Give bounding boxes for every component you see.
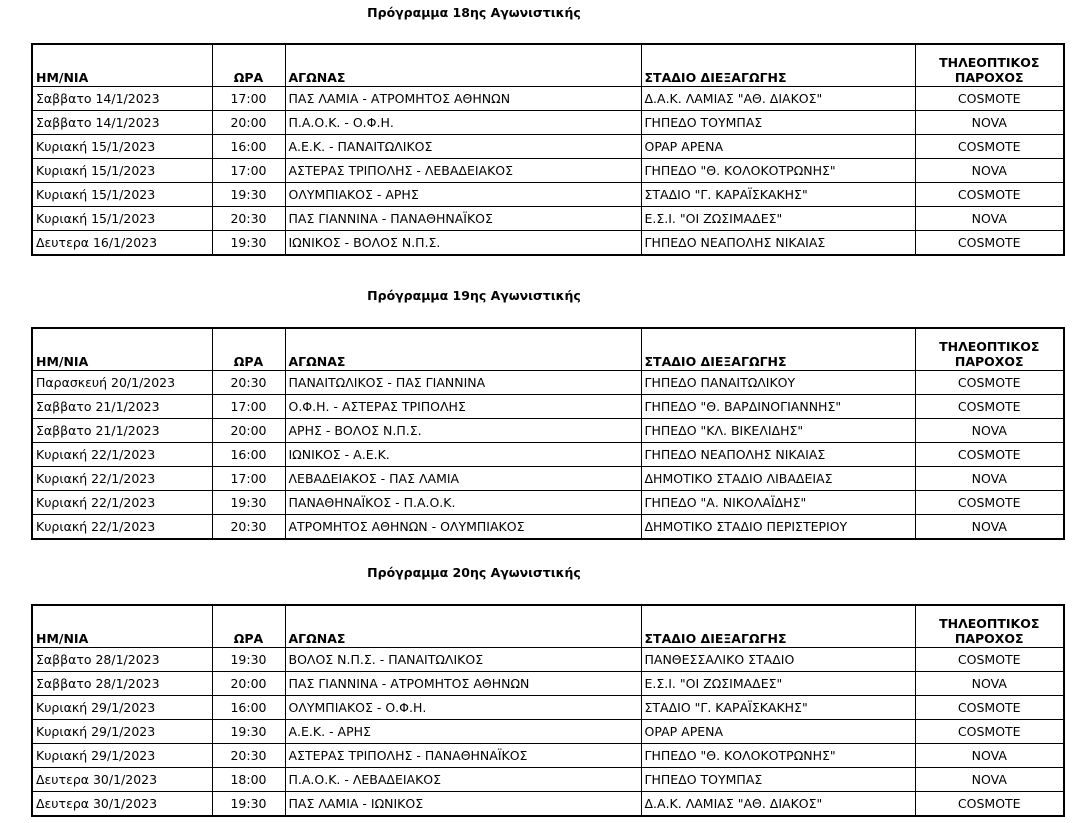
cell-date: Κυριακή 29/1/2023: [32, 744, 212, 768]
cell-date: Κυριακή 29/1/2023: [32, 696, 212, 720]
cell-match: ΑΡΗΣ - ΒΟΛΟΣ Ν.Π.Σ.: [285, 419, 641, 443]
round-title: Πρόγραμμα 18ης Αγωνιστικής: [367, 5, 581, 20]
table-row: [32, 207, 1064, 231]
cell-match: Π.Α.Ο.Κ. - ΛΕΒΑΔΕΙΑΚΟΣ: [285, 768, 641, 792]
header-match: ΑΓΩΝΑΣ: [285, 605, 641, 648]
table-row: [32, 672, 1064, 696]
header-tv: [915, 328, 1064, 371]
cell-tv: NOVA: [915, 467, 1064, 491]
cell-tv: COSMOTE: [915, 135, 1064, 159]
table-row: [32, 768, 1064, 792]
table-row: [32, 720, 1064, 744]
cell-date: Σαββατο 21/1/2023: [32, 395, 212, 419]
cell-date: Δευτερα 30/1/2023: [32, 768, 212, 792]
cell-stadium: ΓΗΠΕΔΟ "Α. ΝΙΚΟΛΑΪΔΗΣ": [641, 491, 915, 515]
cell-stadium: Δ.Α.Κ. ΛΑΜΙΑΣ "ΑΘ. ΔΙΑΚΟΣ": [641, 87, 915, 111]
cell-match: ΒΟΛΟΣ Ν.Π.Σ. - ΠΑΝΑΙΤΩΛΙΚΟΣ: [285, 648, 641, 672]
cell-match: ΠΑΝΑΙΤΩΛΙΚΟΣ - ΠΑΣ ΓΙΑΝΝΙΝΑ: [285, 371, 641, 395]
cell-match: Α.Ε.Κ. - ΠΑΝΑΙΤΩΛΙΚΟΣ: [285, 135, 641, 159]
cell-tv: COSMOTE: [915, 648, 1064, 672]
header-time: ΩΡΑ: [212, 44, 285, 87]
header-stadium: ΣΤΑΔΙΟ ΔΙΕΞΑΓΩΓΗΣ: [641, 44, 915, 87]
cell-tv: COSMOTE: [915, 87, 1064, 111]
table-row: [32, 87, 1064, 111]
cell-tv: NOVA: [915, 768, 1064, 792]
cell-time: 19:30: [212, 648, 285, 672]
cell-time: 19:30: [212, 183, 285, 207]
cell-tv: NOVA: [915, 207, 1064, 231]
cell-stadium: ΓΗΠΕΔΟ "Θ. ΒΑΡΔΙΝΟΓΙΑΝΝΗΣ": [641, 395, 915, 419]
cell-date: Δευτερα 30/1/2023: [32, 792, 212, 817]
cell-time: 16:00: [212, 696, 285, 720]
header-tv-line2: ΠΑΡΟΧΟΣ: [954, 631, 1024, 646]
cell-date: Κυριακή 15/1/2023: [32, 183, 212, 207]
cell-match: ΙΩΝΙΚΟΣ - Α.Ε.Κ.: [285, 443, 641, 467]
fixtures-table: [31, 43, 1065, 256]
cell-date: Σαββατο 14/1/2023: [32, 111, 212, 135]
header-tv-line2: ΠΑΡΟΧΟΣ: [954, 354, 1024, 369]
cell-stadium: OPAP ΑΡΕΝΑ: [641, 135, 915, 159]
cell-time: 20:30: [212, 515, 285, 540]
cell-match: ΠΑΣ ΓΙΑΝΝΙΝΑ - ΠΑΝΑΘΗΝΑΪΚΟΣ: [285, 207, 641, 231]
table-row: [32, 443, 1064, 467]
cell-time: 19:30: [212, 792, 285, 817]
header-row: [32, 605, 1064, 648]
header-row: [32, 44, 1064, 87]
table-row: [32, 111, 1064, 135]
table-row: [32, 467, 1064, 491]
cell-match: ΠΑΝΑΘΗΝΑΪΚΟΣ - Π.Α.Ο.Κ.: [285, 491, 641, 515]
cell-stadium: ΔΗΜΟΤΙΚΟ ΣΤΑΔΙΟ ΠΕΡΙΣΤΕΡΙΟΥ: [641, 515, 915, 540]
fixtures-body: [32, 648, 1064, 817]
cell-match: ΙΩΝΙΚΟΣ - ΒΟΛΟΣ Ν.Π.Σ.: [285, 231, 641, 256]
cell-tv: COSMOTE: [915, 371, 1064, 395]
table-row: [32, 395, 1064, 419]
cell-tv: COSMOTE: [915, 720, 1064, 744]
cell-stadium: ΓΗΠΕΔΟ ΤΟΥΜΠΑΣ: [641, 111, 915, 135]
cell-stadium: ΔΗΜΟΤΙΚΟ ΣΤΑΔΙΟ ΛΙΒΑΔΕΙΑΣ: [641, 467, 915, 491]
cell-match: Ο.Φ.Η. - ΑΣΤΕΡΑΣ ΤΡΙΠΟΛΗΣ: [285, 395, 641, 419]
cell-tv: COSMOTE: [915, 395, 1064, 419]
header-tv-line1: ΤΗΛΕΟΠΤΙΚΟΣ: [939, 55, 1040, 70]
table-row: [32, 183, 1064, 207]
cell-tv: NOVA: [915, 744, 1064, 768]
header-tv-line1: ΤΗΛΕΟΠΤΙΚΟΣ: [939, 339, 1040, 354]
cell-tv: NOVA: [915, 672, 1064, 696]
cell-match: ΟΛΥΜΠΙΑΚΟΣ - Ο.Φ.Η.: [285, 696, 641, 720]
cell-date: Σαββατο 14/1/2023: [32, 87, 212, 111]
header-tv-line2: ΠΑΡΟΧΟΣ: [954, 70, 1024, 85]
cell-date: Σαββατο 28/1/2023: [32, 648, 212, 672]
cell-match: ΑΣΤΕΡΑΣ ΤΡΙΠΟΛΗΣ - ΛΕΒΑΔΕΙΑΚΟΣ: [285, 159, 641, 183]
cell-tv: COSMOTE: [915, 183, 1064, 207]
cell-date: Σαββατο 21/1/2023: [32, 419, 212, 443]
cell-stadium: ΓΗΠΕΔΟ "ΚΛ. ΒΙΚΕΛΙΔΗΣ": [641, 419, 915, 443]
cell-time: 20:30: [212, 744, 285, 768]
header-date: ΗΜ/ΝΙΑ: [32, 605, 212, 648]
header-tv: [915, 605, 1064, 648]
cell-date: Κυριακή 22/1/2023: [32, 515, 212, 540]
cell-stadium: ΠΑΝΘΕΣΣΑΛΙΚΟ ΣΤΑΔΙΟ: [641, 648, 915, 672]
cell-stadium: ΓΗΠΕΔΟ ΝΕΑΠΟΛΗΣ ΝΙΚΑΙΑΣ: [641, 443, 915, 467]
cell-time: 20:00: [212, 111, 285, 135]
cell-stadium: Ε.Σ.Ι. "ΟΙ ΖΩΣΙΜΑΔΕΣ": [641, 672, 915, 696]
round-title: Πρόγραμμα 20ης Αγωνιστικής: [367, 565, 581, 580]
header-stadium: ΣΤΑΔΙΟ ΔΙΕΞΑΓΩΓΗΣ: [641, 328, 915, 371]
cell-date: Κυριακή 22/1/2023: [32, 443, 212, 467]
cell-time: 17:00: [212, 87, 285, 111]
table-row: [32, 515, 1064, 540]
table-row: [32, 648, 1064, 672]
cell-tv: NOVA: [915, 159, 1064, 183]
cell-match: ΟΛΥΜΠΙΑΚΟΣ - ΑΡΗΣ: [285, 183, 641, 207]
cell-date: Παρασκευή 20/1/2023: [32, 371, 212, 395]
cell-time: 19:30: [212, 491, 285, 515]
cell-stadium: ΓΗΠΕΔΟ ΤΟΥΜΠΑΣ: [641, 768, 915, 792]
cell-stadium: ΓΗΠΕΔΟ "Θ. ΚΟΛΟΚΟΤΡΩΝΗΣ": [641, 159, 915, 183]
cell-match: Α.Ε.Κ. - ΑΡΗΣ: [285, 720, 641, 744]
header-stadium: ΣΤΑΔΙΟ ΔΙΕΞΑΓΩΓΗΣ: [641, 605, 915, 648]
cell-time: 20:00: [212, 672, 285, 696]
cell-tv: COSMOTE: [915, 491, 1064, 515]
fixtures-body: [32, 371, 1064, 540]
cell-stadium: ΓΗΠΕΔΟ "Θ. ΚΟΛΟΚΟΤΡΩΝΗΣ": [641, 744, 915, 768]
cell-date: Κυριακή 29/1/2023: [32, 720, 212, 744]
cell-tv: NOVA: [915, 419, 1064, 443]
table-row: [32, 696, 1064, 720]
table-row: [32, 419, 1064, 443]
cell-stadium: OPAP ΑΡΕΝΑ: [641, 720, 915, 744]
cell-tv: NOVA: [915, 111, 1064, 135]
cell-time: 17:00: [212, 467, 285, 491]
header-date: ΗΜ/ΝΙΑ: [32, 44, 212, 87]
cell-stadium: ΓΗΠΕΔΟ ΠΑΝΑΙΤΩΛΙΚΟΥ: [641, 371, 915, 395]
cell-match: Π.Α.Ο.Κ. - Ο.Φ.Η.: [285, 111, 641, 135]
header-match: ΑΓΩΝΑΣ: [285, 328, 641, 371]
cell-stadium: ΓΗΠΕΔΟ ΝΕΑΠΟΛΗΣ ΝΙΚΑΙΑΣ: [641, 231, 915, 256]
cell-date: Δευτερα 16/1/2023: [32, 231, 212, 256]
cell-date: Κυριακή 15/1/2023: [32, 135, 212, 159]
cell-time: 17:00: [212, 159, 285, 183]
cell-time: 16:00: [212, 443, 285, 467]
cell-date: Σαββατο 28/1/2023: [32, 672, 212, 696]
cell-time: 18:00: [212, 768, 285, 792]
fixtures-table: [31, 604, 1065, 817]
cell-time: 17:00: [212, 395, 285, 419]
cell-date: Κυριακή 15/1/2023: [32, 159, 212, 183]
cell-match: ΑΤΡΟΜΗΤΟΣ ΑΘΗΝΩΝ - ΟΛΥΜΠΙΑΚΟΣ: [285, 515, 641, 540]
cell-time: 16:00: [212, 135, 285, 159]
table-row: [32, 491, 1064, 515]
header-row: [32, 328, 1064, 371]
header-time: ΩΡΑ: [212, 605, 285, 648]
cell-date: Κυριακή 15/1/2023: [32, 207, 212, 231]
fixtures-table: [31, 327, 1065, 540]
header-date: ΗΜ/ΝΙΑ: [32, 328, 212, 371]
header-match: ΑΓΩΝΑΣ: [285, 44, 641, 87]
cell-time: 20:30: [212, 207, 285, 231]
cell-stadium: ΣΤΑΔΙΟ "Γ. ΚΑΡΑΪΣΚΑΚΗΣ": [641, 696, 915, 720]
cell-tv: NOVA: [915, 515, 1064, 540]
cell-stadium: Δ.Α.Κ. ΛΑΜΙΑΣ "ΑΘ. ΔΙΑΚΟΣ": [641, 792, 915, 817]
cell-tv: COSMOTE: [915, 443, 1064, 467]
fixtures-body: [32, 87, 1064, 256]
cell-tv: COSMOTE: [915, 231, 1064, 256]
cell-match: ΛΕΒΑΔΕΙΑΚΟΣ - ΠΑΣ ΛΑΜΙΑ: [285, 467, 641, 491]
header-time: ΩΡΑ: [212, 328, 285, 371]
cell-match: ΠΑΣ ΛΑΜΙΑ - ΙΩΝΙΚΟΣ: [285, 792, 641, 817]
table-row: [32, 159, 1064, 183]
cell-match: ΠΑΣ ΓΙΑΝΝΙΝΑ - ΑΤΡΟΜΗΤΟΣ ΑΘΗΝΩΝ: [285, 672, 641, 696]
cell-time: 20:00: [212, 419, 285, 443]
table-row: [32, 231, 1064, 256]
table-row: [32, 744, 1064, 768]
round-title: Πρόγραμμα 19ης Αγωνιστικής: [367, 288, 581, 303]
header-tv-line1: ΤΗΛΕΟΠΤΙΚΟΣ: [939, 616, 1040, 631]
cell-tv: COSMOTE: [915, 696, 1064, 720]
table-row: [32, 135, 1064, 159]
table-row: [32, 371, 1064, 395]
cell-tv: COSMOTE: [915, 792, 1064, 817]
cell-date: Κυριακή 22/1/2023: [32, 467, 212, 491]
cell-time: 19:30: [212, 720, 285, 744]
cell-match: ΑΣΤΕΡΑΣ ΤΡΙΠΟΛΗΣ - ΠΑΝΑΘΗΝΑΪΚΟΣ: [285, 744, 641, 768]
cell-stadium: Ε.Σ.Ι. "ΟΙ ΖΩΣΙΜΑΔΕΣ": [641, 207, 915, 231]
header-tv: [915, 44, 1064, 87]
cell-match: ΠΑΣ ΛΑΜΙΑ - ΑΤΡΟΜΗΤΟΣ ΑΘΗΝΩΝ: [285, 87, 641, 111]
table-row: [32, 792, 1064, 817]
cell-time: 19:30: [212, 231, 285, 256]
cell-stadium: ΣΤΑΔΙΟ "Γ. ΚΑΡΑΪΣΚΑΚΗΣ": [641, 183, 915, 207]
cell-time: 20:30: [212, 371, 285, 395]
cell-date: Κυριακή 22/1/2023: [32, 491, 212, 515]
